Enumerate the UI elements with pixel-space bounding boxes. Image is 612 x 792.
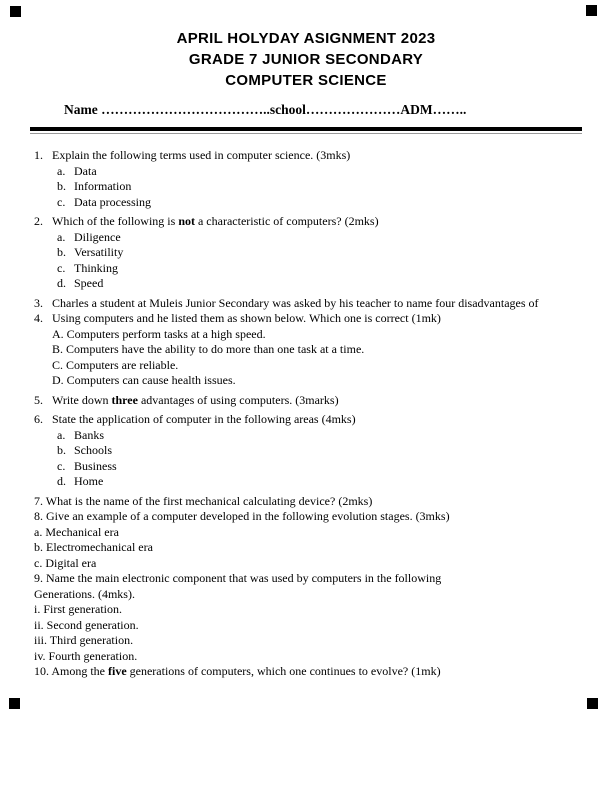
list-marker: b. xyxy=(57,245,66,259)
list-marker: a. xyxy=(57,163,66,178)
question-line xyxy=(0,393,612,409)
list-marker: 5. xyxy=(34,392,43,407)
option-line xyxy=(0,327,612,343)
list-marker: 1. xyxy=(34,148,43,162)
title-line: APRIL HOLYDAY ASIGNMENT 2023 xyxy=(176,30,436,47)
question-line xyxy=(0,214,612,230)
line-text xyxy=(52,214,612,230)
name-adm-line: Name ………………………………..school…………………ADM…….. xyxy=(64,102,467,117)
line-text: Data processing xyxy=(74,194,151,209)
list-marker: 2. xyxy=(34,214,43,228)
line-text: Versatility xyxy=(74,245,124,259)
line-text: 8. Give an example of a computer developed in the following evolution stages. (3mks) xyxy=(34,509,450,523)
corner-marker xyxy=(9,698,20,709)
line-text: Home xyxy=(74,474,104,488)
list-marker: c. xyxy=(57,458,66,473)
question-line xyxy=(0,571,612,587)
line-text xyxy=(52,393,612,409)
text-segment: Which of the following is xyxy=(52,214,179,228)
line-text: a. Mechanical era xyxy=(34,524,119,539)
sub-item-line xyxy=(0,618,612,634)
sub-item-line xyxy=(0,245,612,261)
line-text: A. Computers perform tasks at a high speed. xyxy=(52,326,266,341)
sub-item-line xyxy=(0,276,612,292)
sub-item-line xyxy=(0,633,612,649)
line-text: ii. Second generation. xyxy=(34,617,139,632)
line-text: Banks xyxy=(74,427,104,442)
line-text: Schools xyxy=(74,443,113,457)
sub-item-line xyxy=(0,649,612,665)
list-marker: d. xyxy=(57,474,66,488)
line-text: c. Digital era xyxy=(34,555,97,570)
line-text: iii. Third generation. xyxy=(34,633,134,647)
line-text: Thinking xyxy=(74,260,118,275)
sub-item-line xyxy=(0,179,612,195)
question-line xyxy=(0,412,612,428)
line-text: Charles a student at Muleis Junior Secondary was asked by his teacher to name four disadvantages of xyxy=(52,295,539,310)
sub-item-line xyxy=(0,474,612,490)
line-text: B. Computers have the ability to do more than one task at a time. xyxy=(52,342,365,356)
line-text: iv. Fourth generation. xyxy=(34,648,138,663)
line-text: Using computers and he listed them as shown below. Which one is correct (1mk) xyxy=(52,311,441,325)
sub-item-line xyxy=(0,428,612,444)
question-line xyxy=(0,148,612,164)
title-line: COMPUTER SCIENCE xyxy=(225,72,387,89)
text-segment: advantages of using computers. (3marks) xyxy=(137,392,339,407)
header-rule-bar xyxy=(30,127,582,131)
line-text: 7. What is the name of the first mechanical calculating device? (2mks) xyxy=(34,493,373,508)
question-line xyxy=(0,296,612,312)
line-text: Information xyxy=(74,179,132,193)
list-marker: d. xyxy=(57,276,66,290)
sub-item-line xyxy=(0,261,612,277)
list-marker: b. xyxy=(57,443,66,457)
text-bold: not xyxy=(178,214,195,228)
corner-marker xyxy=(586,5,597,16)
line-text: D. Computers can cause health issues. xyxy=(52,373,236,387)
sub-item-line xyxy=(0,230,612,246)
question-list xyxy=(0,148,612,680)
sub-item-line xyxy=(0,540,612,556)
line-text: Speed xyxy=(74,276,104,290)
option-line xyxy=(0,358,612,374)
text-bold: three xyxy=(111,392,138,407)
corner-marker xyxy=(587,698,598,709)
document-title xyxy=(0,28,612,91)
list-marker: 6. xyxy=(34,412,43,426)
line-text: Business xyxy=(74,458,117,473)
option-line xyxy=(0,342,612,358)
question-line xyxy=(0,494,612,510)
line-text: Explain the following terms used in computer science. (3mks) xyxy=(52,148,351,162)
question-line xyxy=(0,664,612,680)
header-rule-thin xyxy=(30,133,582,134)
sub-item-line xyxy=(0,164,612,180)
sub-item-line xyxy=(0,443,612,459)
line-text: Generations. (4mks). xyxy=(34,586,135,601)
sub-item-line xyxy=(0,525,612,541)
text-segment: Write down xyxy=(52,392,112,407)
line-text: Diligence xyxy=(74,229,121,244)
list-marker: b. xyxy=(57,179,66,193)
text-bold: five xyxy=(108,664,127,678)
text-segment: generations of computers, which one continues to evolve? (1mk) xyxy=(126,664,441,678)
header-rule xyxy=(30,127,582,134)
line-text: State the application of computer in the following areas (4mks) xyxy=(52,412,356,426)
line-text: 9. Name the main electronic component that was used by computers in the following xyxy=(34,571,442,585)
list-marker: 4. xyxy=(34,311,43,325)
line-text: b. Electromechanical era xyxy=(34,540,153,554)
list-marker: a. xyxy=(57,229,66,244)
title-line: GRADE 7 JUNIOR SECONDARY xyxy=(188,51,424,68)
question-line xyxy=(0,509,612,525)
text-segment: a characteristic of computers? (2mks) xyxy=(194,214,379,228)
option-line xyxy=(0,373,612,389)
question-line xyxy=(0,311,612,327)
sub-item-line xyxy=(0,459,612,475)
text-segment: 10. Among the xyxy=(34,664,108,678)
line-text: C. Computers are reliable. xyxy=(52,357,179,372)
list-marker: c. xyxy=(57,260,66,275)
line-text xyxy=(34,664,612,680)
sub-item-line xyxy=(0,602,612,618)
corner-marker xyxy=(10,6,21,17)
question-line-continuation xyxy=(0,587,612,603)
sub-item-line xyxy=(0,195,612,211)
line-text: i. First generation. xyxy=(34,602,122,616)
list-marker: a. xyxy=(57,427,66,442)
list-marker: 3. xyxy=(34,295,43,310)
list-marker: c. xyxy=(57,194,66,209)
sub-item-line xyxy=(0,556,612,572)
line-text: Data xyxy=(74,163,97,178)
